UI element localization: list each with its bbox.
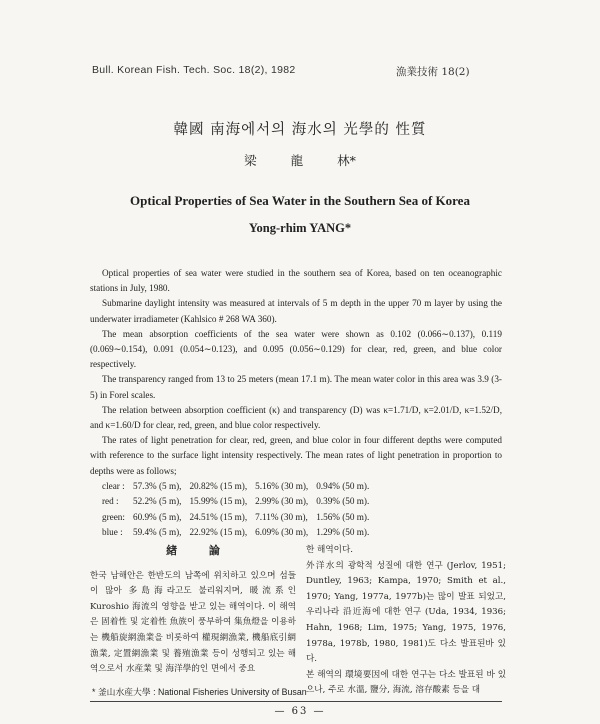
title-korean: 韓國 南海에서의 海水의 光學的 性質 <box>173 122 427 138</box>
table-cell: 6.09% (30 m), <box>255 527 309 538</box>
footnote-divider <box>90 701 502 702</box>
table-cell: 57.3% (5 m), <box>132 480 182 491</box>
abstract-paragraph: The mean absorption coefficients of the sea water were shown as 0.102 (0.066∼0.137), 0.119 (0.069∼0.154), 0.091 (0.054∼0.123), and 0.095 (0.056∼0.129) for clear, red, green, and blue color respectively. <box>90 328 502 370</box>
journal-citation: Bull. Korean Fish. Tech. Soc. 18(2), 1982 <box>92 64 296 76</box>
body-paragraph: 한국 남해안은 한반도의 남쪽에 위치하고 있으며 섬들이 많아 多島海라고도 불리워지며, 暖流系인 Kuroshio 海流의 영향을 받고 있는 해역이다. 이 해역은 固着性 및 定着性 魚族이 풍부하여 集魚燈을 이용하는 機船旋網漁業을 비롯하여 權現網漁業, 機船底引網漁業, 定置網漁業 및 養殖漁業 등이 성행되고 있는 해역으로서 水産業 및 海洋學的인 면에서 중요 <box>90 570 296 675</box>
author-korean: 梁 龍 林* <box>244 153 356 168</box>
table-cell: 1.56% (50 m). <box>316 511 370 522</box>
color-label: blue : <box>102 527 123 538</box>
table-cell: 0.94% (50 m). <box>316 480 370 491</box>
table-cell: 60.9% (5 m), <box>132 511 182 522</box>
body-paragraph: 본 해역의 環境要因에 대한 연구는 다소 발표된 바 있으나, 주로 水溫, 鹽分, 海流, 溶存酸素 등을 대 <box>306 669 506 696</box>
abstract-paragraph: Submarine daylight intensity was measured at intervals of 5 m depth in the upper 70 m layer by using the underwater irradiameter (Kahlsico # 268 WA 360). <box>90 298 502 324</box>
abstract-paragraph: The rates of light penetration for clear, red, green, and blue color in four different depths were computed with reference to the surface light intensity respectively. The mean rates of light penetration in proportion to depths were as follows; <box>90 435 502 476</box>
table-cell: 59.4% (5 m), <box>132 527 182 538</box>
author-english: Yong-rhim YANG* <box>248 221 352 235</box>
body-paragraph: 한 해역이다. <box>306 545 353 555</box>
section-heading: 緖 論 <box>166 544 220 557</box>
abstract-paragraph: The transparency ranged from 13 to 25 meters (mean 17.1 m). The mean water color in this area was 3.9 (3-5) in Forel scales. <box>90 374 502 400</box>
table-cell: 20.82% (15 m), <box>189 480 248 491</box>
title-english: Optical Properties of Sea Water in the Southern Sea of Korea <box>130 193 470 208</box>
color-label: red : <box>102 496 119 507</box>
body-column-left <box>90 543 296 678</box>
penetration-table <box>102 479 377 541</box>
table-cell: 7.11% (30 m), <box>255 511 308 522</box>
color-label: green: <box>102 511 125 522</box>
table-cell: 1.29% (50 m). <box>316 527 370 538</box>
table-row <box>102 510 377 525</box>
table-cell: 24.51% (15 m), <box>189 511 248 522</box>
affiliation-footnote: * 釜山水産大學 : National Fisheries University of Busan <box>92 687 307 697</box>
body-column-right <box>306 543 506 699</box>
abstract-paragraph: Optical properties of sea water were studied in the southern sea of Korea, based on ten oceanographic stations in July, 1980. <box>90 268 502 294</box>
abstract <box>90 266 502 540</box>
table-row <box>102 525 377 540</box>
journal-citation-korean: 漁業技術 18(2) <box>396 66 470 78</box>
body-paragraph: 外洋水의 광학적 성질에 대한 연구 (Jerlov, 1951; Duntley, 1963; Kampa, 1970; Smith et al., 1970; Yang, 1977a, 1977b)는 많이 발표 되었고, 우리나라 沿近海에 대한 연구 (Uda, 1934, 1936; Hahn, 1968; Lim, 1975; Yang, 1975, 1976, 1978a, 1978b, 1980, 1981)도 다소 발표된바 있다. <box>306 560 506 665</box>
table-cell: 52.2% (5 m), <box>132 496 182 507</box>
table-cell: 0.39% (50 m). <box>316 496 370 507</box>
table-row <box>102 479 377 494</box>
table-cell: 2.99% (30 m), <box>255 496 309 507</box>
table-cell: 15.99% (15 m), <box>189 496 248 507</box>
table-cell: 22.92% (15 m), <box>189 527 248 538</box>
table-cell: 5.16% (30 m), <box>255 480 309 491</box>
abstract-paragraph: The relation between absorption coefficient (κ) and transparency (D) was κ=1.71/D, κ=2.01/D, κ=1.52/D, and κ=1.60/D for clear, red, green, and blue color respectively. <box>90 404 502 431</box>
page-number: — 63 — <box>274 706 326 717</box>
table-row <box>102 494 377 509</box>
color-label: clear : <box>102 480 125 491</box>
